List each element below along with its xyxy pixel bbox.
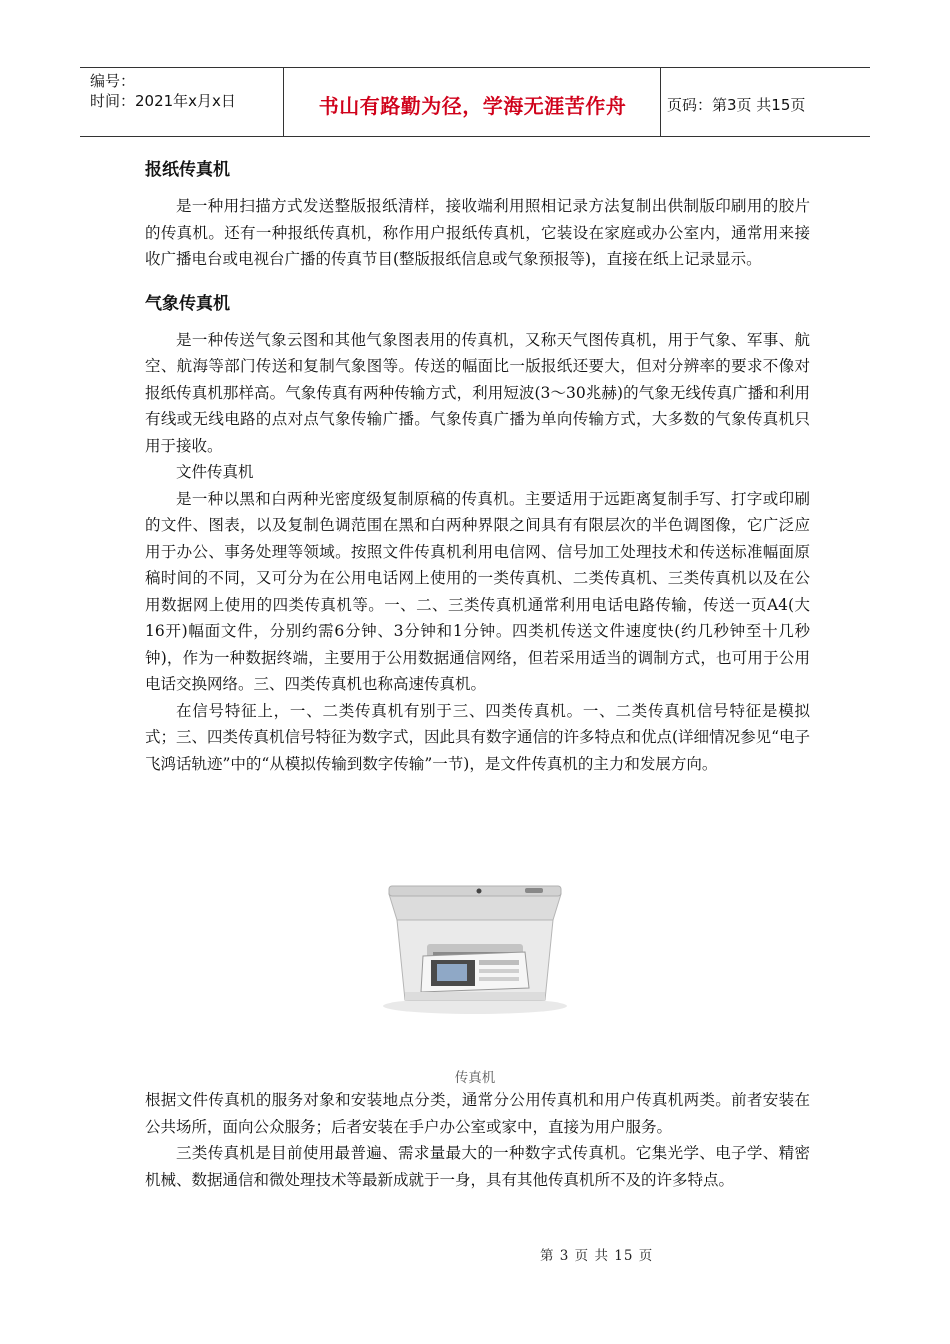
header-divider-right xyxy=(660,68,661,136)
header-motto: 书山有路勤为径，学海无涯苦作舟 xyxy=(318,94,627,118)
paragraph-classification: 根据文件传真机的服务对象和安装地点分类，通常分公用传真机和用户传真机两类。前者安装在公共场所，面向公众服务；后者安装在手户办公室或家中，直接为用户服务。 xyxy=(145,1091,810,1136)
section-title-weather-fax: 气象传真机 xyxy=(145,293,230,314)
header-meta xyxy=(90,71,236,111)
paragraph-class3-fax: 三类传真机是目前使用最普遍、需求量最大的一种数字式传真机。它集光学、电子学、精密机械、数据通信和微处理技术等最新成就于一身，具有其他传真机所不及的许多特点。 xyxy=(145,1144,810,1189)
doc-date-label: 时间：2021年x月x日 xyxy=(90,92,236,110)
fax-machine-image xyxy=(375,860,575,1020)
section-title-newspaper-fax: 报纸传真机 xyxy=(145,160,230,180)
header-divider-left xyxy=(283,68,284,136)
lower-content xyxy=(145,1087,810,1193)
header-page-info: 页码：第3页 共15页 xyxy=(667,96,806,114)
main-content xyxy=(145,155,810,777)
page-header xyxy=(80,67,870,137)
page-footer: 第 3 页 共 15 页 xyxy=(540,1248,654,1264)
paragraph-signal-features: 在信号特征上，一、二类传真机有别于三、四类传真机。一、二类传真机信号特征是模拟式；三、四类传真机信号特征为数字式，因此具有数字通信的许多特点和优点(详细情况参见“电子飞鸿话轨迹”中的“从模拟传输到数字传输”一节)，是文件传真机的主力和发展方向。 xyxy=(145,701,810,773)
paragraph-newspaper-fax: 是一种用扫描方式发送整版报纸清样，接收端利用照相记录方法复制出供制版印刷用的胶片的传真机。还有一种报纸传真机，称作用户报纸传真机，它装设在家庭或办公室内，通常用来接收广播电台或电视台广播的传真节目(整版报纸信息或气象预报等)，直接在纸上记录显示。 xyxy=(145,197,810,268)
figure-caption: 传真机 xyxy=(454,1070,496,1086)
paragraph-weather-fax: 是一种传送气象云图和其他气象图表用的传真机，又称天气图传真机，用于气象、军事、航空、航海等部门传送和复制气象图等。传送的幅面比一版报纸还要大，但对分辨率的要求不像对报纸传真机那样高。气象传真有两种传输方式，利用短波(3～30兆赫)的气象无线传真广播和利用有线或无线电路的点对点气象传输广播。气象传真广播为单向传输方式，大多数的气象传真机只用于接收。 xyxy=(145,330,810,455)
doc-number-label: 编号： xyxy=(90,72,136,90)
section-title-document-fax: 文件传真机 xyxy=(176,463,254,481)
paragraph-document-fax: 是一种以黑和白两种光密度级复制原稿的传真机。主要适用于远距离复制手写、打字或印刷的文件、图表，以及复制色调范围在黑和白两种界限之间具有有限层次的半色调图像，它广泛应用于办公、事务处理等领域。按照文件传真机利用电信网、信号加工处理技术和传送标准幅面原稿时间的不同，又可分为在公用电话网上使用的一类传真机、二类传真机、三类传真机以及在公用数据网上使用的四类传真机等。一、二、三类传真机通常利用电话电路传输，传送一页A4(大16开)幅面文件，分别约需6分钟、3分钟和1分钟。四类机传送文件速度快(约几秒钟至十几秒钟)，作为一种数据终端，主要用于公用数据通信网络，但若采用适当的调制方式，也可用于公用电话交换网络。三、四类传真机也称高速传真机。 xyxy=(145,489,810,693)
